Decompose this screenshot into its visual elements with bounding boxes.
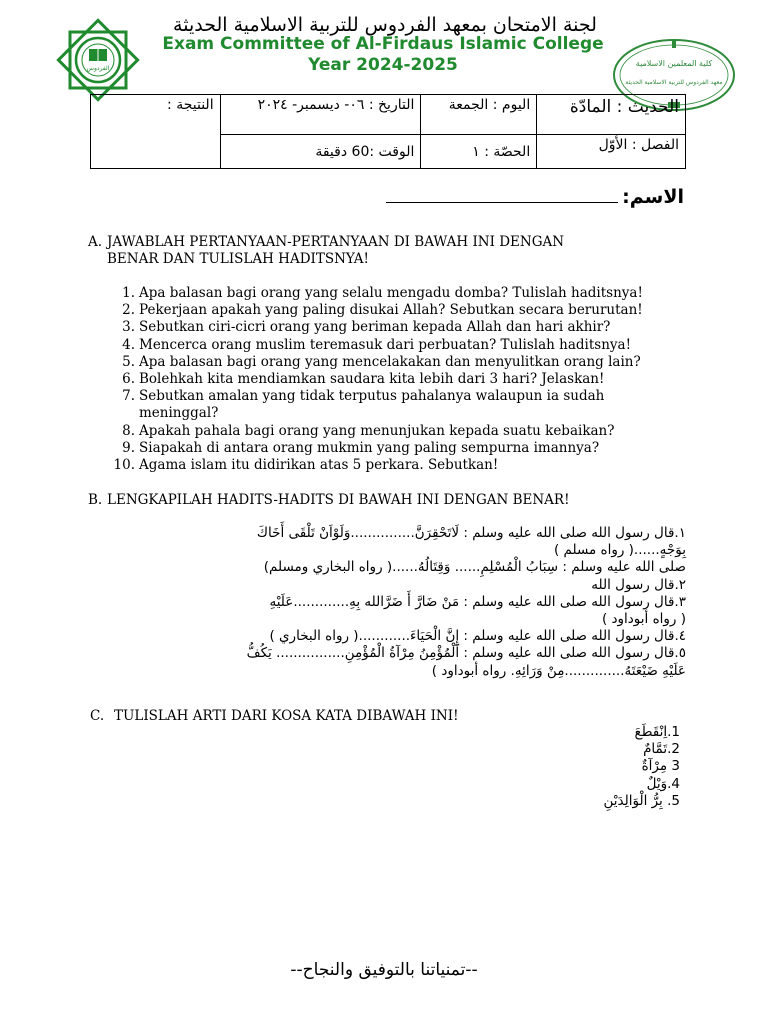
hadith-line: ٢.قال رسول الله xyxy=(591,576,686,593)
hadith-completion-list xyxy=(100,525,686,680)
question-text: Pekerjaan apakah yang paling disukai Allah? Sebutkan secara berurutan! xyxy=(139,302,643,319)
question-number: 4. xyxy=(122,336,135,353)
result-cell: النتيجة : xyxy=(91,95,221,169)
vocabulary-item: 2.تَمَّامٌ xyxy=(643,741,680,758)
closing-wish: --تمنياتنا بالتوفيق والنجاح-- xyxy=(290,960,478,980)
vocabulary-item: 3 مِرْآةٌ xyxy=(641,758,680,775)
question-item xyxy=(108,285,668,302)
question-number: 6. xyxy=(122,371,135,388)
question-item xyxy=(108,457,668,474)
section-a-heading-line1: JAWABLAH PERTANYAAN-PERTANYAAN DI BAWAH INI DENGAN xyxy=(107,234,565,250)
question-text: Apa balasan bagi orang yang mencelakakan dan menyulitkan orang lain? xyxy=(139,353,641,370)
right-logo-line2: معهد الفردوس للتربية الاسلامية الحديثة xyxy=(625,79,723,86)
exam-info-table xyxy=(90,94,686,169)
question-text: Apakah pahala bagi orang yang menunjukan kepada suatu kebaikan? xyxy=(139,422,615,439)
time-cell: الوقت :60 دقيقة xyxy=(220,135,421,169)
question-item xyxy=(108,337,668,354)
hadith-line: بِوَجْهٍ......( رواه مسلم ) xyxy=(553,542,686,559)
question-number: 7. xyxy=(122,388,135,405)
section-c-letter: C. xyxy=(90,708,105,724)
subject-cell: الحديث : المادّة xyxy=(537,95,686,135)
question-number: 2. xyxy=(122,302,135,319)
english-title-block xyxy=(108,34,658,76)
question-number: 1. xyxy=(122,285,135,301)
section-a-heading-line2: BENAR DAN TULISLAH HADITSNYA! xyxy=(107,251,369,267)
student-name-field[interactable] xyxy=(372,184,684,208)
hadith-line: ٣.قال رسول الله صلى الله عليه وسلم : مَنْ ضَارَّ أَ ضَرَّالله بِهِ.............عَلَيْهِ xyxy=(269,593,686,610)
hadith-line: ٥.قال رسول الله صلى الله عليه وسلم : اَلْمُؤْمِنُ مِرْآةُ الْمُؤْمِنِ................ يَكُفُّ xyxy=(246,645,686,662)
section-b-letter: B. xyxy=(88,492,103,508)
question-item xyxy=(108,371,668,388)
vocabulary-list xyxy=(480,724,680,810)
question-text: Siapakah di antara orang mukmin yang paling sempurna imannya? xyxy=(139,439,600,456)
question-number: 8. xyxy=(122,422,135,439)
class-cell: الفصل : الأوّل xyxy=(537,135,686,169)
question-text: Agama islam itu didirikan atas 5 perkara. Sebutkan! xyxy=(139,457,499,474)
question-item xyxy=(108,423,668,440)
hadith-line: ١.قال رسول الله صلى الله عليه وسلم : لَاتَحْقِرَنَّ...............وَلَوْاَنْ تَلْقَى أَخَاكَ xyxy=(256,525,686,541)
question-list xyxy=(108,285,668,474)
question-item xyxy=(108,388,668,422)
arabic-institution-title: لجنة الامتحان بمعهد الفردوس للتربية الاسلامية الحديثة xyxy=(173,14,597,36)
name-label: الاسم: xyxy=(622,186,684,208)
session-cell: الحصّة : ١ xyxy=(421,135,537,169)
date-cell: التاريخ : ٠٦- ديسمبر- ٢٠٢٤ xyxy=(220,95,421,135)
question-item xyxy=(108,319,668,336)
hadith-line: ٤.قال رسول الله صلى الله عليه وسلم : إِنَّ الْحَيَاءَ............( رواه البخاري ) xyxy=(269,628,686,645)
english-institution-title: Exam Committee of Al-Firdaus Islamic College xyxy=(162,34,604,54)
day-cell: اليوم : الجمعة xyxy=(421,95,537,135)
section-b-heading xyxy=(88,492,688,509)
hadith-line: صلى الله عليه وسلم : سِبَابُ الْمُسْلِمِ...... وَقِتَالُهُ......( رواه البخاري ومسلم) xyxy=(263,559,686,576)
hadith-line: ( رواه أبوداود ) xyxy=(601,611,686,628)
question-number: 3. xyxy=(122,319,135,336)
left-logo-text: الفردوس xyxy=(86,65,110,72)
vocabulary-item: 5. بِرُّ الْوَالِدَيْنِ xyxy=(603,792,680,809)
question-text: Mencerca orang muslim teremasuk dari perbuatan? Tulislah haditsnya! xyxy=(139,336,632,353)
section-c-heading xyxy=(90,708,690,725)
question-number: 5. xyxy=(122,353,135,370)
question-item xyxy=(108,302,668,319)
question-text: Sebutkan amalan yang tidak terputus pahalanya walaupun ia sudah meninggal? xyxy=(139,388,605,422)
name-blank-line[interactable] xyxy=(386,184,618,203)
section-c-heading-text: TULISLAH ARTI DARI KOSA KATA DIBAWAH INI! xyxy=(114,708,459,724)
hadith-line: عَلَيْهِ ضَيْعَتَهُ..............مِنْ وَرَائِهِ. رواه أبوداود ) xyxy=(431,662,686,679)
academic-year: Year 2024-2025 xyxy=(308,55,458,75)
question-text: Apa balasan bagi orang yang selalu mengadu domba? Tulislah haditsnya! xyxy=(139,285,643,301)
vocabulary-item: 1.اِنْقَطَعَ xyxy=(634,724,680,740)
section-a-heading xyxy=(88,234,688,268)
vocabulary-item: 4.وَيْلٌ xyxy=(646,775,680,792)
question-number: 10. xyxy=(113,457,135,474)
question-text: Sebutkan ciri-cicri orang yang beriman kepada Allah dan hari akhir? xyxy=(139,319,611,336)
question-number: 9. xyxy=(122,439,135,456)
question-item xyxy=(108,440,668,457)
question-text: Bolehkah kita mendiamkan saudara kita lebih dari 3 hari? Jelaskan! xyxy=(139,371,605,388)
right-logo-line1: كلية المعلمين الاسلامية xyxy=(635,59,713,68)
section-a-letter: A. xyxy=(88,234,103,250)
section-b-heading-text: LENGKAPILAH HADITS-HADITS DI BAWAH INI DENGAN BENAR! xyxy=(107,492,570,508)
question-item xyxy=(108,354,668,371)
